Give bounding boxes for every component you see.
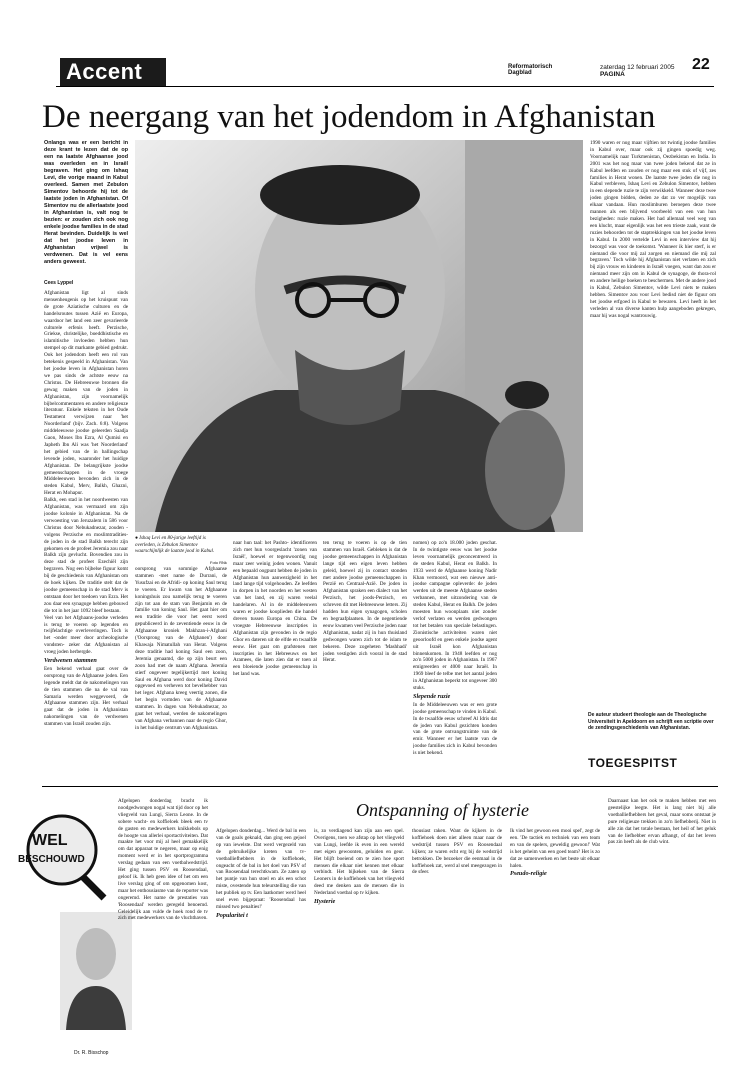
rubric-line-2: BESCHOUWD — [18, 854, 85, 865]
column-c5 — [510, 828, 600, 1058]
page-number: 22 — [692, 56, 710, 73]
c4-text: thousiast raken. Want de kijkers in de koffiehoek doen niet alleen maar naar de wedstrijd tussen PSV en Roosendaal kijken; ze waren echt erg bij de wedstrijd betrokken. De bezoeker die eenmaal in de koffiehoek zat, werd al snel meegezogen in de sfeer. — [412, 828, 502, 876]
author-tagline: De auteur studeert theologie aan de Theologische Universiteit in Apeldoorn en schrijft een scriptie over de zendingsgeschiedenis van Afghanistan. — [588, 712, 714, 731]
col5b-text: In de Middeleeuwen was er een grote joodse gemeenschap te vinden in Kabul. In de twaalfde eeuw schreef Al Idris dat de joden van Kabul gezichten konden van de grote ontvangstruimte van de emir. Wanneer er het laatste van de joodse families zich in Kabul bevonden is niet bekend. — [413, 701, 497, 757]
column-4 — [323, 540, 407, 780]
section-divider — [42, 786, 718, 787]
col1c-text: Veel van het Afghaans-joodse verleden is terug te voeren op legenden en twijfelachtige overleveringen. Toch is het -onder meer door archeologische vondsten- zeker dat Afghanistan al vroeg joden herbergde. — [44, 614, 128, 656]
col1b-text: Balkh, een stad in het noordwesten van Afghanistan, was vermaard om zijn joodse kolonie in Afghanistan. Na de verwoesting van Jeruzalem in 586 voor Christus door Nebukadnezar, zouden -volgens Perzische en moslimtradities- de joden in de stad Balkh terecht zijn gekomen en de profeet Jeremia zou naar Balkh zijn gevlucht. Bovendien zou in deze stad de profeet Ezechiël zijn begraven. Nog een bijbelse figuur komt bij de geschiedenis van Afghanistan om de hoek kijken. De traditie stelt dat de joodse gemeenschap in de stad Merv is ontstaan door het toedoen van Ezra. Het zou daar een synagoge hebben gebouwd die tot in het jaar 1092 bleef bestaan. — [44, 497, 128, 614]
c3-text: is, zo verdiagend kan zijn aan een spel. Overigens, toen we afstap op het vliegveld van Lungi, leefde ik even in een wereld met eigen gewoonten, geluiden en geur. Het blijft boeiend om te zien hoe sport mensen die elkaar niet kennen met elkaar verbindt. Het bijkeken van de Sierra Leoners in de koffiehoek van het vliegveld deed me denken aan de mensen die in Nederland voetbal op tv kijken. — [314, 828, 404, 897]
dateline — [600, 64, 690, 78]
c2-text: Afgelopen donderdag... Werd de bal in een van de goals geknald, dan ging een gejoel op van iewelste. Dat werd vergezeld van de gebruikelijke kreten van tv-voetballiefhebbers in de koffiehoek, ongeacht of de bal in het doel van PSV of van Roosendaal terechtkwam. Ze zaten op het puntje van hun stoel en als een schot miste, ovestende hun teleurstelling die van het publiek op tv. Een laatkomer werd heel snel even bijgepraat: 'Roosendaal has missed two penalties!' — [216, 828, 306, 910]
toegespitst-logo: TOEGESPITST — [588, 756, 678, 770]
wel-beschouwd-logo — [18, 810, 110, 902]
header-rule — [56, 86, 714, 87]
column-6 — [590, 140, 716, 710]
section-kicker — [60, 58, 166, 86]
column-c3 — [314, 828, 404, 1058]
author-name: Dr. R. Bisschop — [74, 1050, 109, 1056]
c1-text: Afgelopen donderdag bracht ik noodgedwongen nogal wat tijd door op het vliegveld van Lungi, Sierra Leone. In de sobere wacht- en koffieloek bleek een tv de gasten en medewerkers knikkebols op de hoogte van allerlei sportactiviteiten. Dat maakte het voor mij al heel gemakkelijk om dat apparaat te negeren, maar op enig moment werd er in het sportprogramma verslag gedaan van een voetbalwedstrijd. Het ging tussen PSV en Roosendaal, geloof ik. Ik heb geen idee of het om een live verslag ging of om opgenomen kost, maar het enthousiasme van de reporter was ongeremd. Het name de prestaties van 'Roosendaal' werden geregeld benoemd. Geleidelijk aan vulde de hoek rond de tv zich met medewerkers van de vluchthaven. — [118, 798, 208, 922]
column-1 — [44, 290, 128, 780]
column-5 — [413, 540, 497, 780]
article-photo — [135, 140, 583, 532]
byline: Cees Lyppel — [44, 280, 74, 286]
column-c2 — [216, 828, 306, 1058]
column-2 — [135, 566, 227, 780]
c6-text: Daarnaast kan het ook te maken hebben met een geestelijke leegte. Het is lang niet bij alle voetballiefhebbers het geval, maar soms ontstaat je pure religieuze trekken in zo'n liefhebberij. Niet in alle zin dat het totale bestaan, het heil of het geluk van de liefhebber ervan afhangt, of dat het leven pas zin heeft als de club wint. — [608, 798, 716, 846]
c5-text: Ik vind het gewoon een mooi spel', zegt de een. 'De tactiek en techniek van een team en van de spelers, geweldig gewoon!' Wat is het geheim van een goed team? Het is zo dat ze samenwerken en het beste uit elkaar halen. — [510, 828, 600, 869]
masthead: Reformatorisch Dagblad — [508, 64, 553, 76]
photo-caption: ● Ishaq Levi en 80-jarige leeftijd is overleden, is Zebulon Simentov waarschijnlijk de laatste jood in Kabul. — [135, 536, 215, 554]
column-c4 — [412, 828, 502, 1058]
col3-text: naar hun taal: het Pashto- identificeren zich met hun voorgeslacht 'zonen van Israël', hoewel er tegenwoordig nog maar zeer weinig joden wonen. Vanuit een bepaald oogpunt hebben de joden in Afghanistan hun aanwezigheid in het land lange tijd volgehouden. Ze leefden in dorpen in het noorden en het westen van het land, en zij waren veelal handelaren. Al in de middeleeuwen waren er joodse kooplieden die handel dreven tussen Europa en China. De vroegste Hebreeuwse inscripties in Afghanistan zijn gevonden in de regio Ghor en dateren uit de elfde en twaalfde eeuw. Het gaat om grafstenen met inscripties in het Hebreeuws en het Aramees, die laten zien dat er toen al een bloeiende joodse gemeenschap in het land was. — [233, 540, 317, 678]
col1d-text: Een bekend verhaal gaat over de oorsprong van de Afghaanse joden. Een legende meldt dat de nakomelingen van de tien stammen die na de val van Samaria werden weggevoerd, de Afghaanse stammen zijn. Het verhaal gaat dat de joden in Afghanistan nakomelingen van de verdwenen stammen van Israël zouden zijn. — [44, 665, 128, 728]
lead-paragraph: Onlangs was er een bericht in deze krant te lezen dat de op een na laatste Afghaanse jood was overleden en in Israël begraven. Het ging om Ishaq Levi, die vorige maand in Kabul overleed. Samen met Zebulon Simentov behoorde hij tot de laatste joden in Afghanistan. Of Simentov nu de allerlaatste jood in Afghanistan is, valt nog te bezien: er zouden zich ook nog enkele joodse families in de stad Herat bevinden. Duidelijk is wel dat het joodse leven in Afghanistan vrijwel is verdwenen. Dat is vel eens anders geweest. — [44, 140, 128, 265]
paper-label: PAGINA — [600, 71, 625, 78]
col1-subhead: Verdwenen stammen — [44, 657, 97, 665]
photo-credit: Foto RNk — [210, 560, 227, 565]
c3-subhead: Hysterie — [314, 898, 336, 906]
c5-subhead: Pseudo-religie — [510, 870, 547, 878]
col4-text: ten terug te voeren is op de tien stammen van Israël. Gebleken is dat de joodse gemeenschappen in Afghanistan lange tijd een eigen leven hebben geleid, hoewel zij in contact stonden met andere joodse gemeenschappen in Perzië en Centraal-Azië. De joden in Afghanistan spraken een dialect van het Perzisch, het joods-Perzisch, en schreven dit met Hebreeuwse letters. Zij hadden hun eigen synagogen, scholen en begraafplaatsen. In de negentiende eeuw kwamen veel Perzische joden naar Afghanistan, nadat zij in hun thuisland gedwongen waren zich tot de islam te bekeren. Deze zogeheten 'Mashhadi' joden vestigden zich vooral in de stad Herat. — [323, 540, 407, 664]
column-title: Ontspanning of hysterie — [356, 800, 529, 820]
section-label: Accent — [66, 59, 143, 84]
col5-text: nomen) op zo'n 18.000 joden geschat. In de twintigste eeuw was het joodse leven voornamelijk geconcentreerd in de steden Kabul, Herat en Balkh. In 1933 werd de Afghaanse koning Nadir Khan vermoord, wat een nieuwe anti-joodse campagne opleverde: de joden werden uit de meeste Afghaanse steden verbannen, met uitzondering van de steden Kabul, Herat en Balkh. De joden moesten hun woonplaats niet zonder verlof verlaten en werden gedwongen tot het betalen van speciale belastingen. Zionistische activiteiten waren niet geoorloofd en geen enkele joodse agent uit Israël kon Afghanistan binnenkomen. In 1948 leefden er nog zo'n 5000 joden in Afghanistan. In 1967 emigreerden er 4000 naar Israël. In 1969 bleef de telbe met het aantal joden in Afghanistan beperkt tot ongeveer 300 stuks. — [413, 540, 497, 692]
caption-text: Ishaq Levi en 80-jarige leeftijd is overleden, is Zebulon Simentov waarschijnlijk de laatste jood in Kabul. — [135, 536, 215, 554]
col5-subhead: Slepende ruzie — [413, 692, 451, 700]
date: zaterdag 12 februari 2005 — [600, 64, 675, 71]
column-3 — [233, 540, 317, 780]
column-c6 — [608, 798, 716, 1058]
rubric-line-1: WEL — [32, 832, 68, 849]
portrait-illustration — [135, 140, 583, 532]
column-c1 — [118, 798, 208, 1058]
col2-text: oorsprong van sommige Afghaanse stammen -met name de Durrani, de Yusufzai en de Afridi- op koning Saul terug te voeren. Er kwam van het Afghaanse koningshuis zou namelijk terug te voeren zijn tot aan de stam van Benjamin en de familie van koning Saul. Het gaat hier om een traditie die voor het eerst werd gepubliceerd in de zeventiende eeuw in de Afghaanse kroniek Makhzan-i-Afghani ('Oorsprong van de Afghanen') door Khawaja Nimatullah van Herat. Volgens deze traditie had koning Saul een zoon, Jeremia genaamd, die op zijn beurt een zoon had met de naam Afghana. Jeremia stierf ongeveer tegelijkertijd met koning Saul en Afghana werd door koning David opgevoed en verheven tot bevelhebber van het leger. Afghana kreeg veertig zonen, die het begin vormden van de Afghaanse stammen. In dagen van Nebukadnezar, zo gaat het verhaal, werden de nakomelingen van Afghana verbannen naar de regio Ghor, in het huidige centrum van Afghanistan. — [135, 566, 227, 731]
c2-subhead: Popularitei t — [216, 911, 248, 919]
headline: De neergang van het jodendom in Afghanistan — [42, 99, 656, 135]
col6-text: 1990 waren er nog maar vijftien tot twintig joodse families in Kabul over, maar ook zij gingen spoedig weg. Voornamelijk naar Turkmenistan, Oezbekistan en India. In 2001 was het nog maar van twee joden bekend dat ze in Kabul leefden en zouden er nog maar een stuk of vijf, zes families in Herat wonen. De laatste twee joden die nog in Kabul verbleven, Ishaq Levi en Zebulon Simentov, hebben in een slepende ruzie te zijn verwikkeld. Wanneer deze twee joden gingen bidden, deden ze dat zo ver mogelijk van elkaar vandaan. Hun moslimburen beroepen deze twee mannen als een blijvend voorbeeld van een van hun bezigheden: ruzie maken. Het had allemaal veel weg van een klucht, maar eigenlijk was het een trieste zaak, want de ruzies behoorden tot de staptrekkingen van het joodse leven in Kabul. In 2000 vertelde Levi in een interview dat hij bezorgd was voor de toekomst. 'Wanneer ik hier sterf, is er niemand die voor mij zal zorgen en niemand die mij zal begraven.' Toch wilde hij Afghanistan niet verlaten en zich bij zijn vrouw en kinderen in Israël voegen, want dan zou er niemand meer zijn om in Kabul de synagoge, de thora-rol en andere heilige boeken te beschermen. Met de andere jood in Kabul, Zebulon Simentov, wilde Levi niets te maken hebben. Simentov zou voor Levi bedisd niet de figuur om het joodse erfgoed in Kabul te bewaren. Levi heeft in het verleden al van diverse kanten hulp aangeboden gekregen, maar hij was nogal wantrouwig. — [590, 140, 716, 319]
col1-text: Afghanistan ligt al sinds mensenheugenis op het kruispunt van de grote Aziatische culturen en de handelsroutes tussen Azië en Europa, waardoor het land een zeer gevarieerde culturele erfenis heeft. Perzische, Griekse, christelijke, boeddhistische en islamitische invloeden hebben hun stempel op dit markante gebied gedrukt. Ook het jodendom heeft een rol van betekenis gespeeld in Afghanistan. Van het joodse leven in Afghanistan horen we pas sinds de achtste eeuw na Christus. De Hebreeuwse bronnen die gewag maken van de joden in Afghanistan, zijn voornamelijk bijbelcommentaren en andere religieuze literatuur. Enkele teksten in het Oude Testament verwijzen naar 'het Noorderland' (bijv. Zach. 6:8). Volgens middeleeuwse joodse geleerden Saadja Gaon, Moses Ibn Ezra, Al Qumisi en Japheth Ibn Ali was 'het Noorderland' het gebied van de in ballingschap levende joden, waaronder het huidige Afghanistan. De belangrijkste joodse gemeenschappen in de vroege Middeleeuwen bevonden zich in de steden Kabul, Merv, Balkh, Ghazni, Herat en Mohapur. — [44, 290, 128, 497]
